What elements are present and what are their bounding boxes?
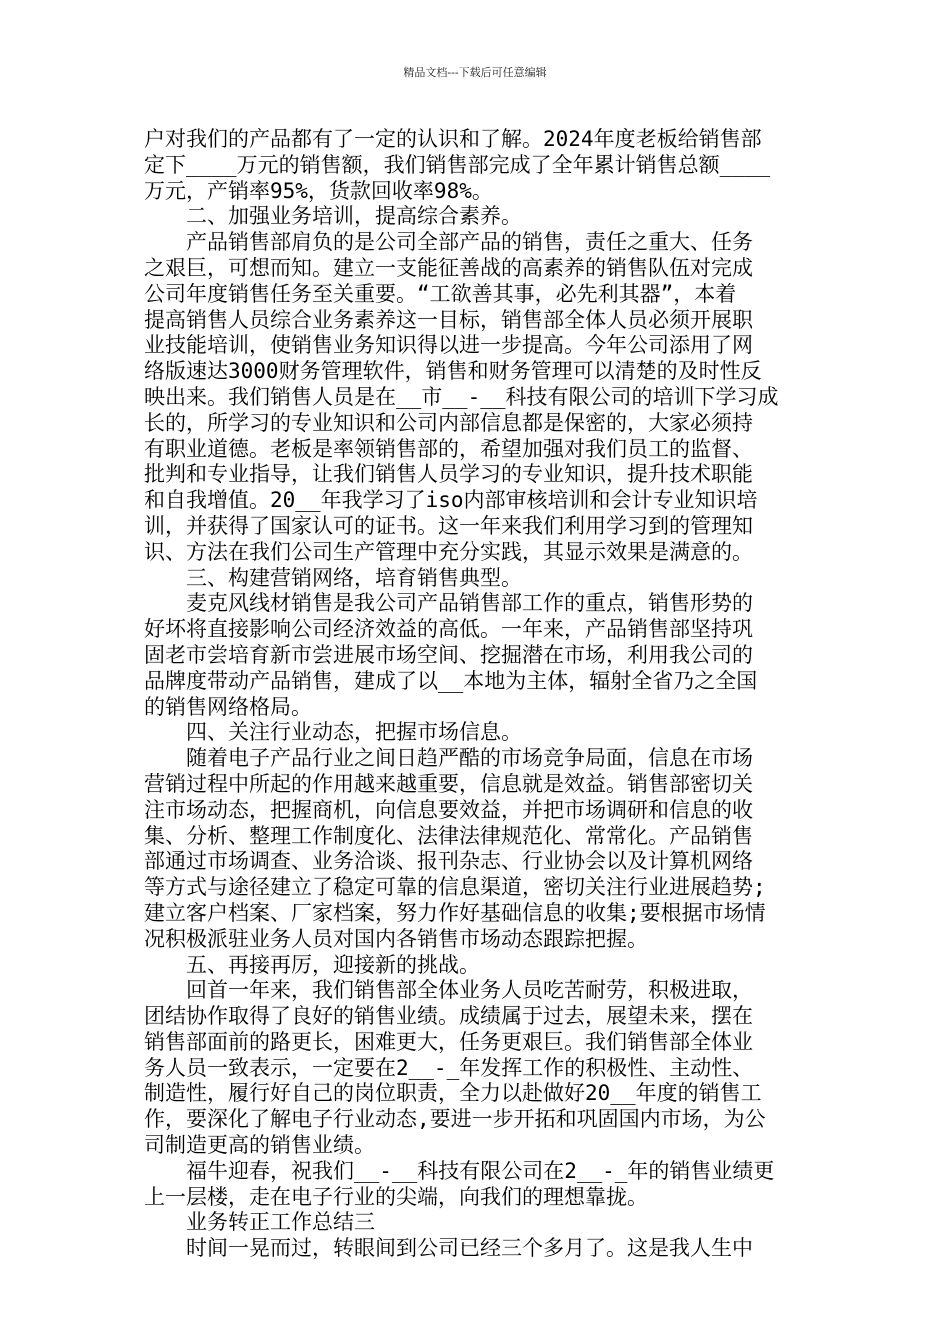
text-line: 集、分析、整理工作制度化、法律法律规范化、常常化。产品销售 [144,823,753,848]
text-line: 训，并获得了国家认可的证书。这一年来我们利用学习到的管理知 [144,513,753,538]
text-line: 三、构建营销网络，培育销售典型。 [186,565,522,590]
text-line: 批判和专业指导，让我们销售人员学习的专业知识，提升技术职能 [144,462,753,487]
text-line: 回首一年来，我们销售部全体业务人员吃苦耐劳，积极进取， [186,978,753,1003]
text-line: 固老市尝培育新市尝进展市场空间、挖掘潜在市场，利用我公司的 [144,642,753,667]
document-body [144,127,812,1262]
text-line: 五、再接再厉，迎接新的挑战。 [186,952,480,977]
text-line: 司制造更高的销售业绩。 [144,1133,375,1158]
text-line: 注市场动态，把握商机，向信息要效益，并把市场调研和信息的收 [144,797,753,822]
text-line: 麦克风线材销售是我公司产品销售部工作的重点，销售形势的 [186,591,753,616]
text-line: 时间一晃而过，转眼间到公司已经三个多月了。这是我人生中 [186,1236,753,1261]
text-line: 四、关注行业动态，把握市场信息。 [186,720,522,745]
text-line: 团结协作取得了良好的销售业绩。成绩属于过去，展望未来，摆在 [144,1004,753,1029]
text-line: 好坏将直接影响公司经济效益的高低。一年来，产品销售部坚持巩 [144,617,753,642]
text-line: 产品销售部肩负的是公司全部产品的销售，责任之重大、任务 [186,230,753,255]
text-line: 销售部面前的路更长，困难更大，任务更艰巨。我们销售部全体业 [144,1029,753,1054]
text-line: 定下____万元的销售额，我们销售部完成了全年累计销售总额____ [144,152,771,177]
text-line: 万元，产销率95%，货款回收率98%。 [144,178,493,203]
text-line: 和自我增值。20__年我学习了iso内部审核培训和会计专业知识培 [144,488,758,513]
text-line: 二、加强业务培训，提高综合素养。 [186,204,522,229]
text-line: 业技能培训，使销售业务知识得以进一步提高。今年公司添用了网 [144,333,753,358]
text-line: 公司年度销售任务至关重要。“工欲善其事，必先利其器”，本着 [144,281,737,306]
text-line: 福牛迎春，祝我们__-__科技有限公司在2__-_年的销售业绩更 [186,1158,775,1183]
text-line: 上一层楼，走在电子行业的尖端，向我们的理想靠拢。 [144,1184,648,1209]
text-line: 随着电子产品行业之间日趋严酷的市场竞争局面，信息在市场 [186,746,753,771]
text-line: 络版速达3000财务管理软件，销售和财务管理可以清楚的及时性反 [144,359,762,384]
text-line: 业务转正工作总结三 [186,1210,375,1235]
page-header: 精品文档---下载后可任意编辑 [403,66,547,79]
text-line: 长的，所学习的专业知识和公司内部信息都是保密的，大家必须持 [144,410,753,435]
text-line: 部通过市场调查、业务洽谈、报刊杂志、行业协会以及计算机网络 [144,849,753,874]
text-line: 营销过程中所起的作用越来越重要，信息就是效益。销售部密切关 [144,771,753,796]
text-line: 之艰巨，可想而知。建立一支能征善战的高素养的销售队伍对完成 [144,255,753,280]
text-line: 建立客户档案、厂家档案，努力作好基础信息的收集;要根据市场情 [144,900,766,925]
text-line: 的销售网络格局。 [144,694,312,719]
text-line: 制造性，履行好自己的岗位职责，全力以赴做好20__年度的销售工 [144,1081,762,1106]
text-line: 有职业道德。老板是率领销售部的，希望加强对我们员工的监督、 [144,436,753,461]
text-line: 等方式与途径建立了稳定可靠的信息渠道，密切关注行业进展趋势; [144,875,766,900]
text-line: 提高销售人员综合业务素养这一目标，销售部全体人员必须开展职 [144,307,753,332]
text-line: 识、方法在我们公司生产管理中充分实践，其显示效果是满意的。 [144,539,753,564]
text-line: 品牌度带动产品销售，建成了以__本地为主体，辐射全省乃之全国 [144,668,758,693]
text-line: 务人员一致表示，一定要在2__-_年发挥工作的积极性、主动性、 [144,1055,754,1080]
text-line: 户对我们的产品都有了一定的认识和了解。2024年度老板给销售部 [144,127,762,151]
text-line: 况积极派驻业务人员对国内各销售市场动态跟踪把握。 [144,926,648,951]
text-line: 映出来。我们销售人员是在__市__-__科技有限公司的培训下学习成 [144,384,779,409]
text-line: 作，要深化了解电子行业动态,要进一步开拓和巩固国内市场，为公 [144,1107,766,1132]
